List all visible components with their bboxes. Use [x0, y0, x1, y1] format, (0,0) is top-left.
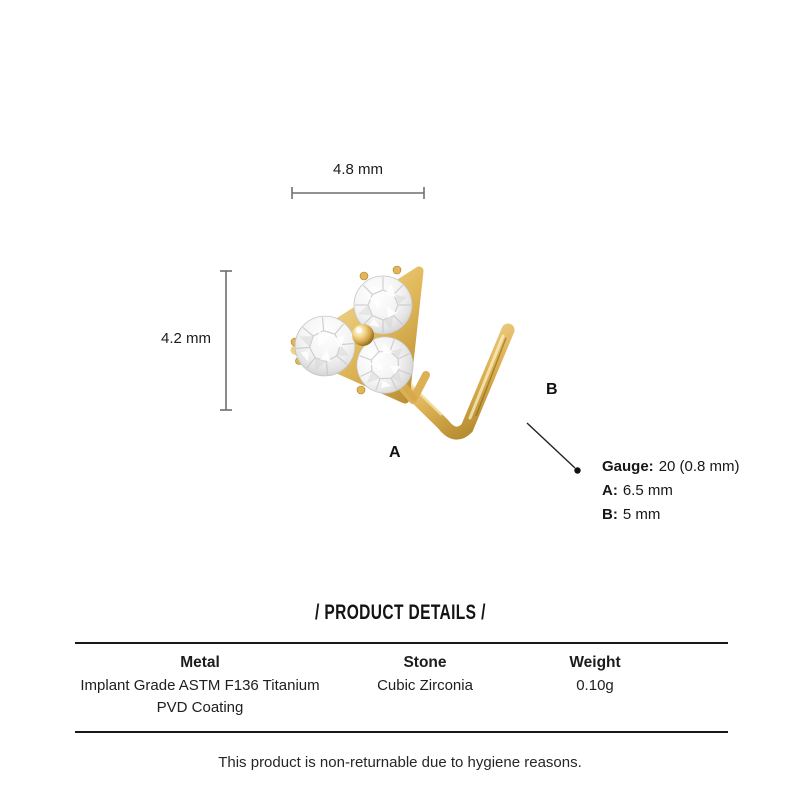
table-rule-bottom [75, 731, 728, 733]
table-cell: 0.10g [576, 677, 614, 694]
nose-stud-illustration [283, 266, 508, 433]
table-cell: Cubic Zirconia [377, 677, 473, 694]
spec-b [602, 503, 740, 527]
horizontal-dimension-line [292, 187, 424, 199]
vertical-dimension-line [220, 271, 232, 410]
table-cell: Implant Grade ASTM F136 Titanium [80, 677, 320, 694]
hygiene-note: This product is non-returnable due to hygiene reasons. [218, 754, 582, 771]
spec-a-value: 6.5 mm [622, 482, 673, 499]
column-header: Weight [569, 654, 621, 671]
width-dimension-label: 4.8 mm [332, 161, 384, 178]
height-dimension-label: 4.2 mm [160, 330, 211, 347]
product-details-heading-text: / PRODUCT DETAILS / [314, 601, 486, 624]
gold-center-ball [352, 324, 374, 346]
spec-a [602, 479, 740, 503]
part-label-b: B [546, 381, 558, 398]
spec-b-value: 5 mm [622, 506, 661, 523]
table-column-weight [525, 653, 665, 719]
gauge-pointer-line [527, 423, 581, 474]
spec-a-label: A: [602, 482, 618, 499]
table-rule-top [75, 642, 728, 644]
product-details-table [75, 653, 728, 719]
size-specs [602, 455, 740, 527]
table-column-metal [75, 653, 325, 719]
spec-gauge-value: 20 (0.8 mm) [658, 458, 740, 475]
table-column-stone [325, 653, 525, 719]
spec-gauge [602, 455, 740, 479]
product-details-heading [0, 601, 800, 625]
column-header: Metal [180, 654, 220, 671]
table-cell: PVD Coating [156, 699, 244, 716]
spec-b-label: B: [602, 506, 618, 523]
column-header: Stone [403, 654, 447, 671]
part-label-a: A [389, 444, 401, 461]
spec-gauge-label: Gauge: [602, 458, 654, 475]
